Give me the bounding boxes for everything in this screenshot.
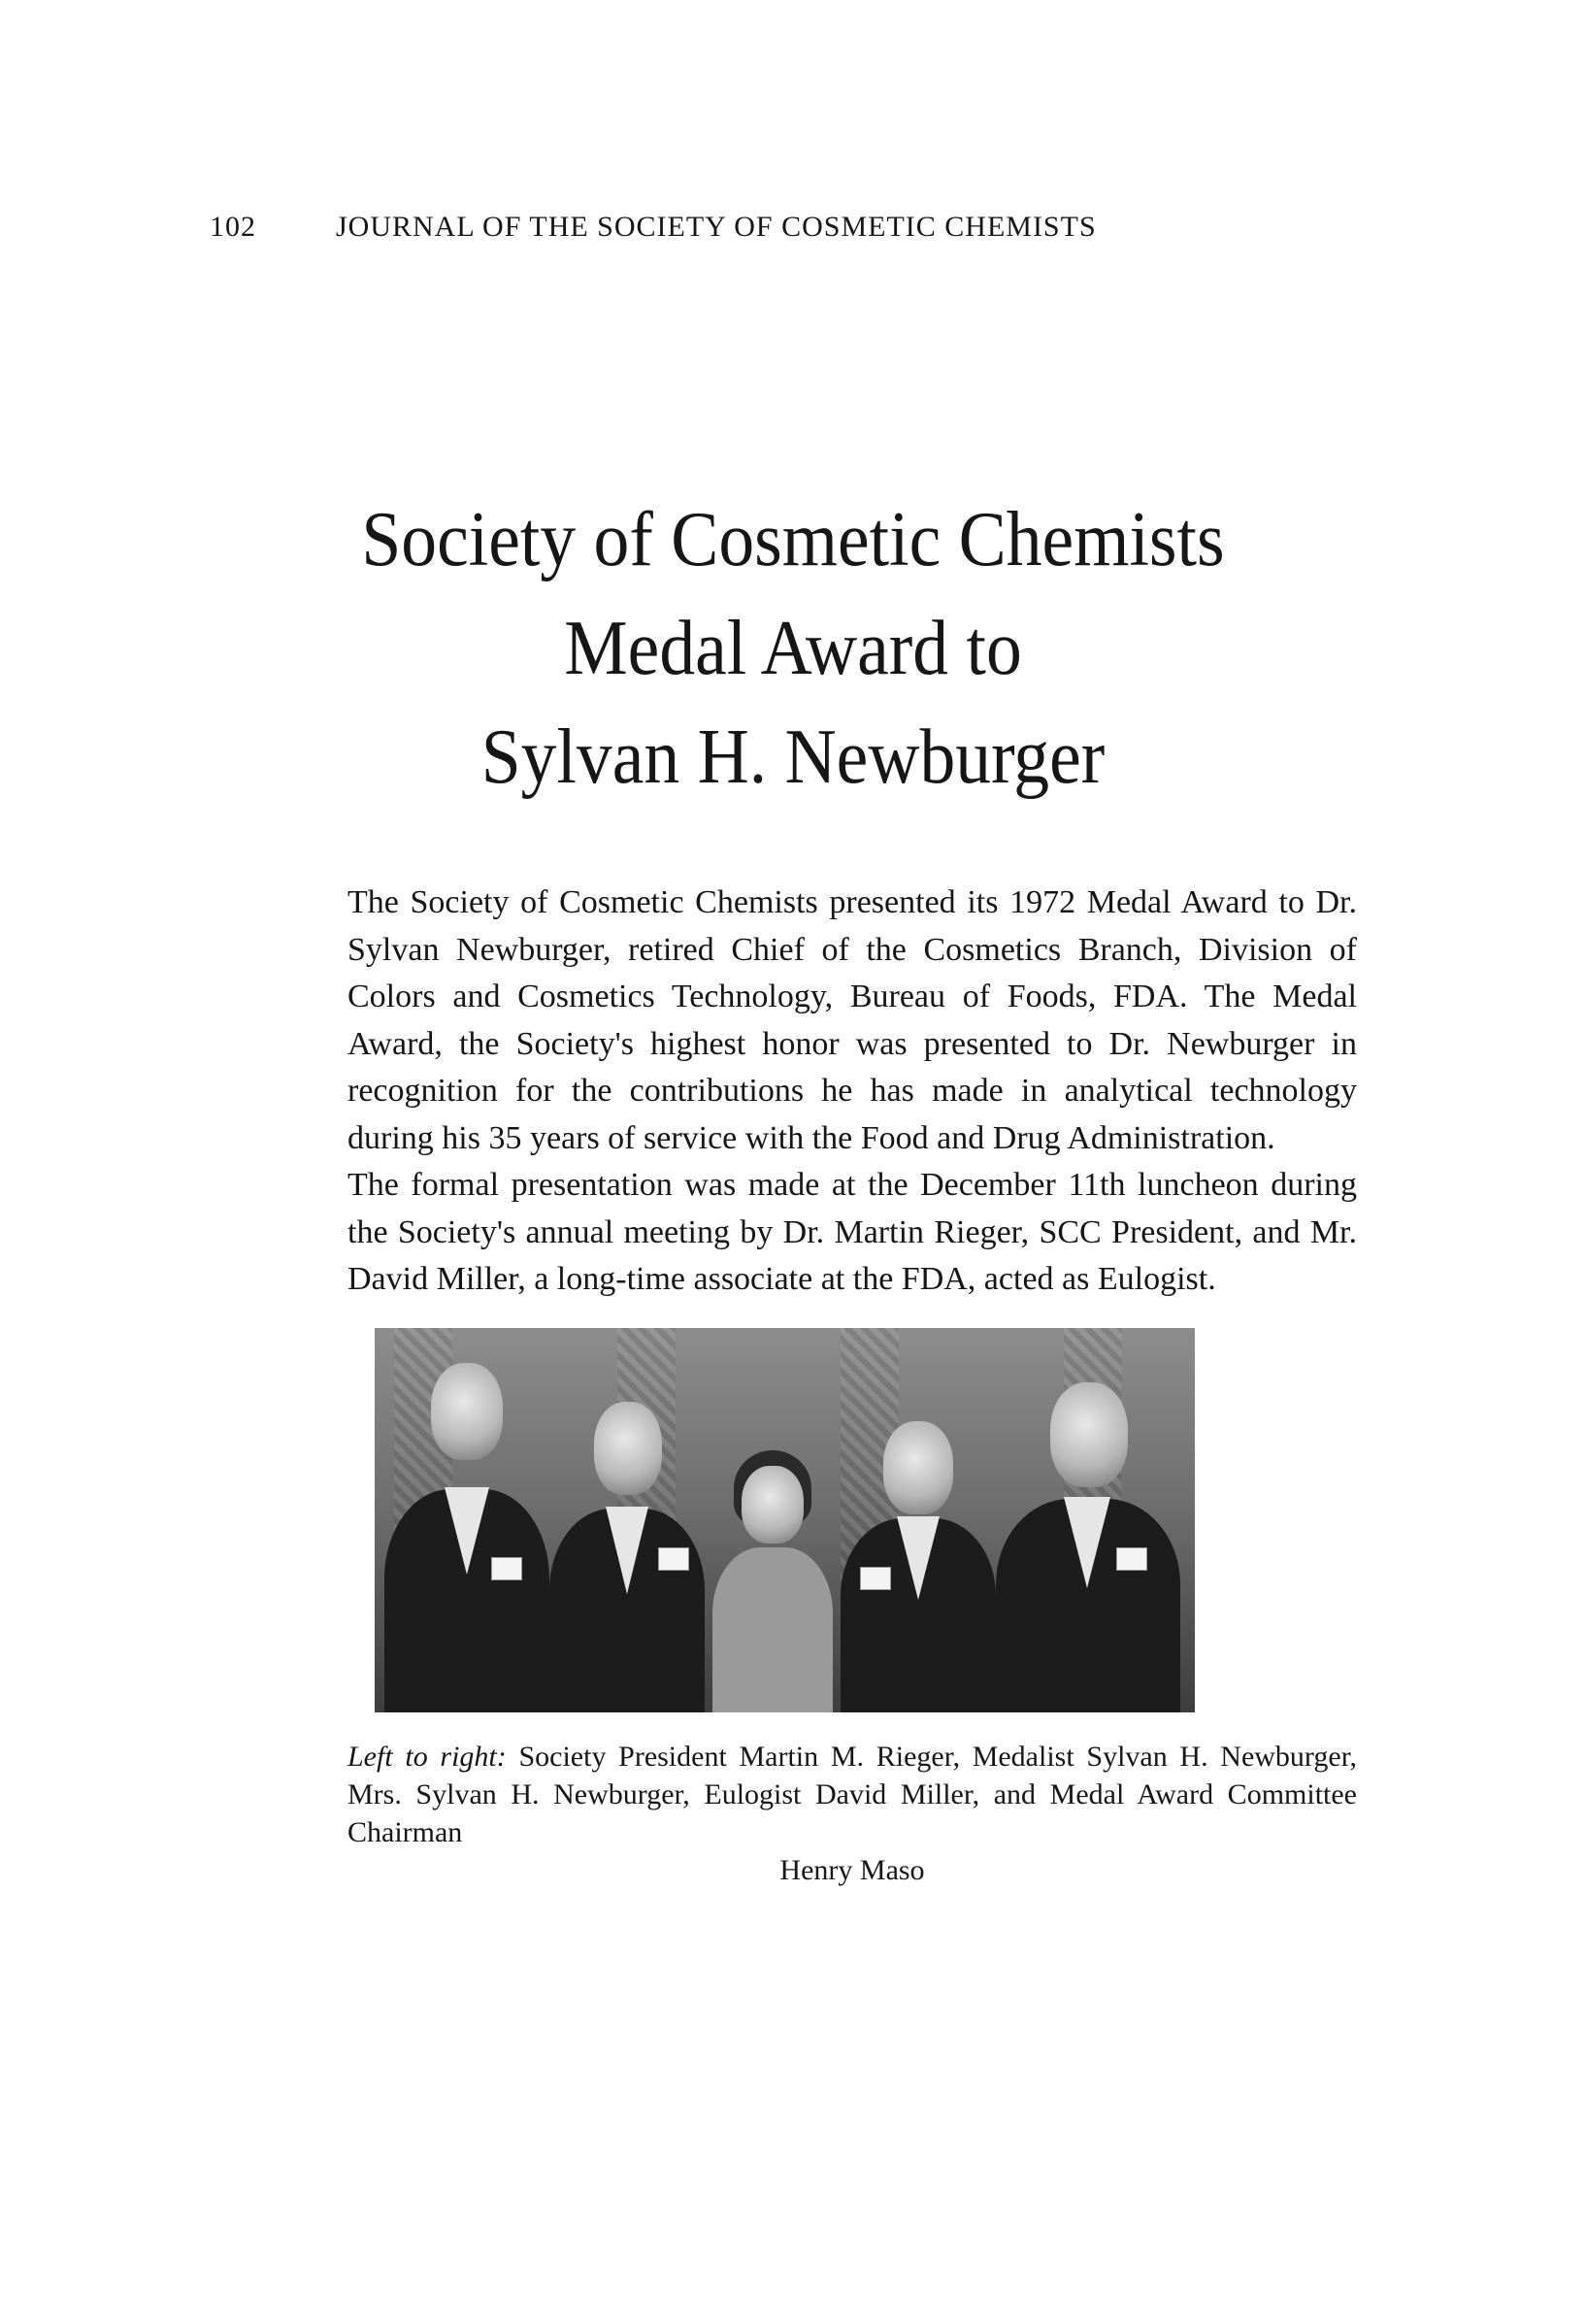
figure-caption: [347, 1738, 1357, 1889]
body-paragraph-1: The Society of Cosmetic Chemists presented its 1972 Medal Award to Dr. Sylvan Newburger, retired Chief of the Cosmetics Branch, Division of Colors and Cosmetics Technology, Bureau of Foods, FDA. The Medal Award, the Society's highest honor was presented to Dr. Newburger in recognition for the contributions he has made in analytical technology during his 35 years of service with the Food and Drug Administration.: [347, 884, 1357, 1156]
body-paragraph-2: The formal presentation was made at the December 11th luncheon during the Society's annual meeting by Dr. Martin Rieger, SCC President, and Mr. David Miller, a long-time associate at the FDA, acted as Eulogist.: [347, 1167, 1357, 1297]
article-body: [347, 880, 1357, 1304]
photo-person: [996, 1382, 1180, 1712]
photo-person: [705, 1450, 841, 1712]
photo-person: [841, 1421, 996, 1712]
group-photo: [375, 1328, 1195, 1712]
journal-title: JOURNAL OF THE SOCIETY OF COSMETIC CHEMISTS: [336, 211, 1097, 243]
caption-text: Society President Martin M. Rieger, Medalist Sylvan H. Newburger, Mrs. Sylvan H. Newburger, Eulogist David Miller, and Medal Award Committee Chairman: [347, 1741, 1357, 1848]
caption-lead: Left to right:: [347, 1741, 507, 1773]
article-title-line-1: Society of Cosmetic Chemists: [361, 497, 1225, 582]
article-title-line-3: Sylvan H. Newburger: [480, 714, 1106, 800]
page-number: 102: [210, 211, 256, 243]
photo-person: [549, 1402, 705, 1712]
caption-last-line: Henry Maso: [779, 1854, 925, 1886]
running-head: [210, 206, 1374, 249]
article-title: [243, 485, 1343, 812]
article-title-line-2: Medal Award to: [564, 606, 1022, 691]
photo-person: [384, 1363, 549, 1712]
